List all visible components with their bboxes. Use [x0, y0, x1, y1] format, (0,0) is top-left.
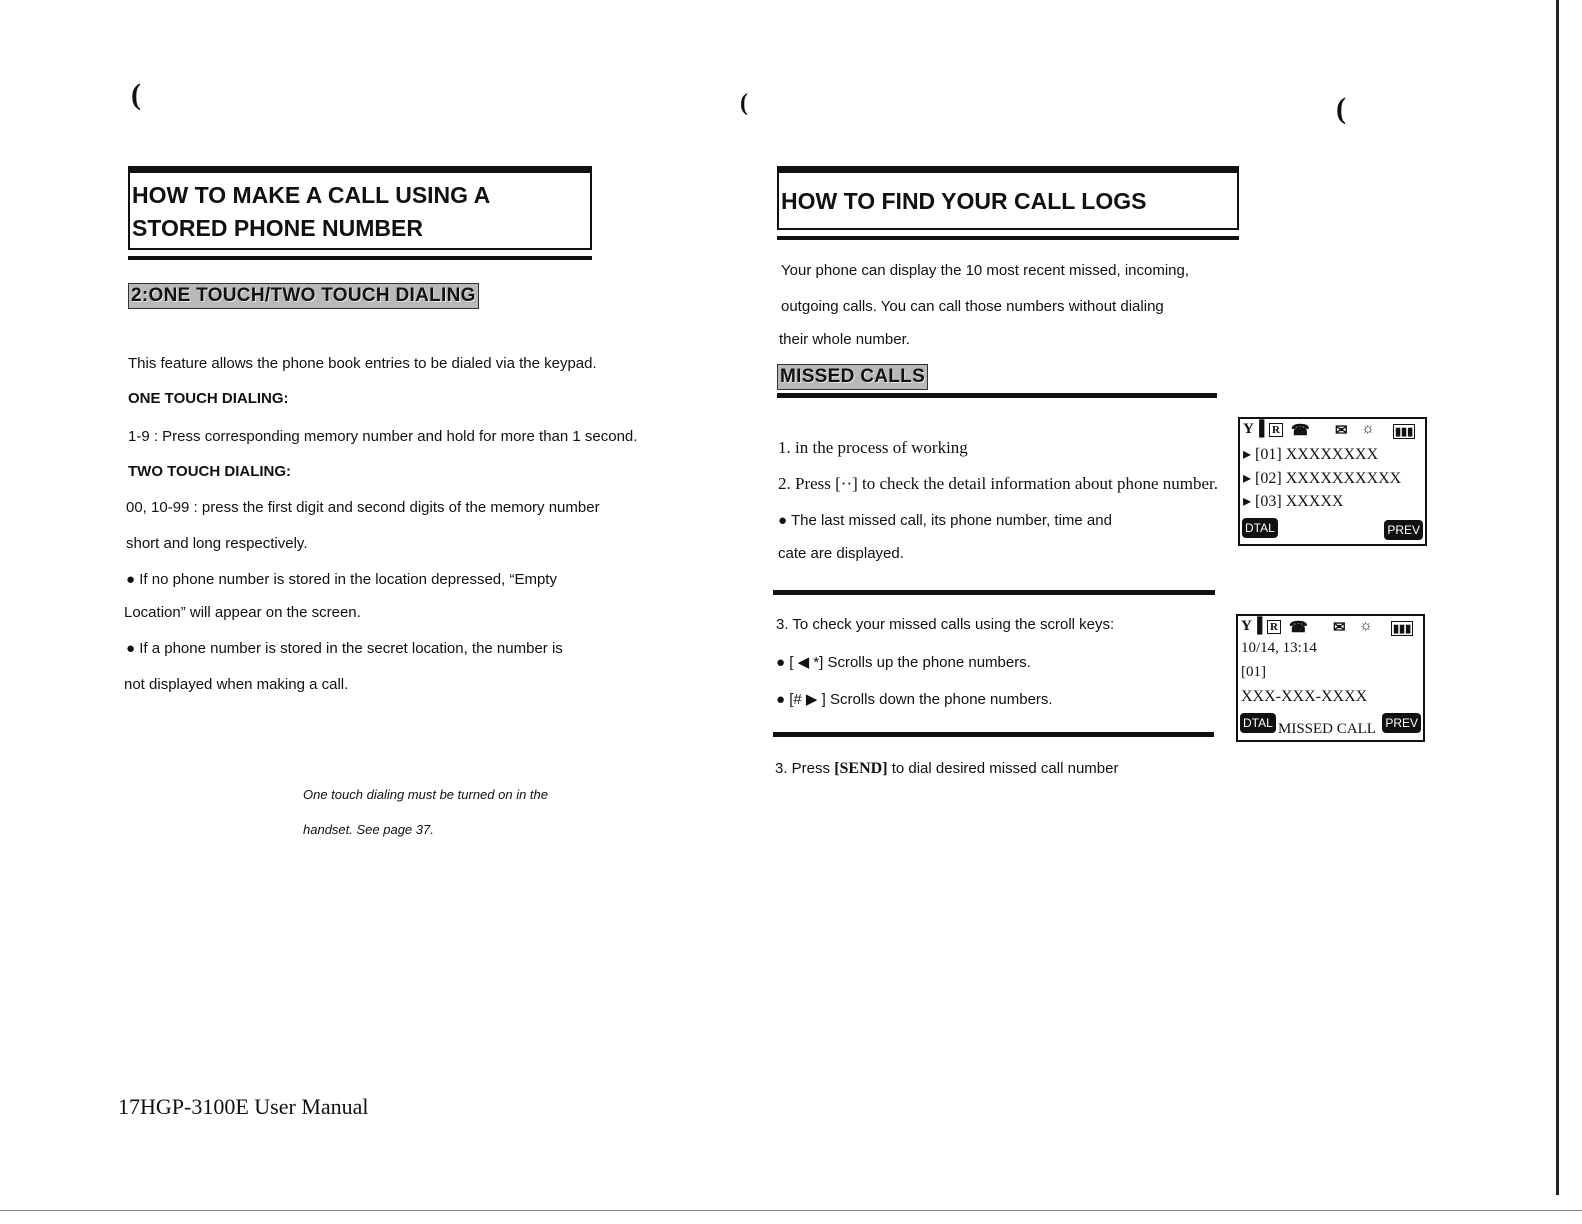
missed-call-label: MISSED CALL — [1278, 721, 1376, 737]
corner-mark-right: ( — [1336, 92, 1346, 125]
right-bullet-a-line-2: cate are displayed. — [778, 545, 904, 562]
call-index: [01] — [1241, 664, 1266, 680]
two-touch-text-1: 00, 10-99 : press the first digit and second digits of the memory number — [126, 499, 600, 516]
call-list-item: ▸ [01] XXXXXXXX — [1243, 446, 1379, 463]
left-section-heading: 2:ONE TOUCH/TWO TOUCH DIALING — [128, 283, 479, 309]
step-4 — [775, 760, 1118, 778]
message-icon: ✉ — [1333, 620, 1346, 636]
send-key-label: [SEND] — [834, 760, 888, 777]
right-title-box — [777, 166, 1239, 230]
missed-calls-heading: MISSED CALLS — [777, 364, 928, 390]
left-bullet-1-line-1: ● If no phone number is stored in the location depressed, “Empty — [126, 571, 557, 588]
prev-softkey: PREV — [1382, 713, 1421, 733]
battery-icon: ▮▮▮ — [1395, 426, 1414, 438]
roaming-icon: R — [1269, 423, 1283, 437]
left-intro: This feature allows the phone book entries to be dialed via the keypad. — [128, 355, 597, 372]
call-datetime: 10/14, 13:14 — [1241, 640, 1317, 656]
right-intro-3: their whole number. — [779, 331, 910, 348]
right-title: HOW TO FIND YOUR CALL LOGS — [781, 188, 1147, 214]
rule-3 — [773, 732, 1214, 737]
scan-edge-right — [1556, 0, 1559, 1195]
prev-softkey: PREV — [1384, 520, 1423, 540]
corner-mark-center: ( — [740, 90, 748, 116]
status-bar — [1243, 421, 1422, 441]
phone-icon: ☎ — [1289, 620, 1308, 636]
call-list-item: ▸ [03] XXXXX — [1243, 493, 1344, 510]
call-number: XXX-XXX-XXXX — [1241, 688, 1368, 705]
step-4-pre: 3. Press — [775, 760, 835, 777]
phone-screen-call-list — [1238, 417, 1427, 546]
battery-icon: ▮▮▮ — [1393, 623, 1412, 635]
detail-softkey: DTAL — [1242, 518, 1278, 538]
left-bullet-2-line-2: not displayed when making a call. — [124, 676, 349, 693]
scan-edge-bottom — [0, 1210, 1582, 1211]
rule-2 — [773, 590, 1215, 595]
left-title-line2: STORED PHONE NUMBER — [132, 215, 423, 241]
roaming-icon: R — [1267, 620, 1281, 634]
corner-mark-left: ( — [131, 78, 141, 111]
right-intro-2: outgoing calls. You can call those numbers without dialing — [781, 298, 1164, 315]
right-bullet-c: ● [# ▶ ] Scrolls down the phone numbers. — [776, 691, 1053, 708]
manual-footer: 17HGP-3100E User Manual — [118, 1094, 369, 1119]
note-line-1: One touch dialing must be turned on in the — [303, 787, 548, 802]
two-touch-heading: TWO TOUCH DIALING: — [128, 463, 292, 480]
note-line-2: handset. See page 37. — [303, 822, 434, 837]
phone-screen-call-detail — [1236, 614, 1425, 742]
right-bullet-a-line-1: ● The last missed call, its phone number, time and — [778, 512, 1112, 529]
two-touch-text-2: short and long respectively. — [126, 535, 308, 552]
left-bullet-2-line-1: ● If a phone number is stored in the secret location, the number is — [126, 640, 563, 657]
alarm-icon: ☼ — [1361, 421, 1375, 437]
one-touch-heading: ONE TOUCH DIALING: — [128, 390, 289, 407]
status-bar — [1241, 618, 1420, 638]
alarm-icon: ☼ — [1359, 618, 1373, 634]
left-bullet-1-line-2: Location” will appear on the screen. — [124, 604, 361, 621]
message-icon: ✉ — [1335, 423, 1348, 439]
one-touch-text: 1-9 : Press corresponding memory number and hold for more than 1 second. — [128, 428, 638, 445]
left-title-line1: HOW TO MAKE A CALL USING A — [132, 182, 491, 208]
step-2: 2. Press [··] to check the detail information about phone number. — [778, 474, 1218, 493]
right-intro-1: Your phone can display the 10 most recent missed, incoming, — [781, 262, 1190, 279]
rule-1 — [777, 393, 1217, 398]
left-title-box — [128, 166, 592, 250]
call-list-item: ▸ [02] XXXXXXXXXX — [1243, 470, 1402, 487]
step-3: 3. To check your missed calls using the scroll keys: — [776, 616, 1115, 633]
right-bullet-b: ● [ ◀ *] Scrolls up the phone numbers. — [776, 654, 1031, 671]
step-4-post: to dial desired missed call number — [887, 760, 1119, 777]
phone-icon: ☎ — [1291, 423, 1310, 439]
step-1: 1. in the process of working — [778, 438, 968, 457]
signal-icon: Y▐ — [1243, 421, 1265, 437]
signal-icon: Y▐ — [1241, 618, 1263, 634]
detail-softkey: DTAL — [1240, 713, 1276, 733]
